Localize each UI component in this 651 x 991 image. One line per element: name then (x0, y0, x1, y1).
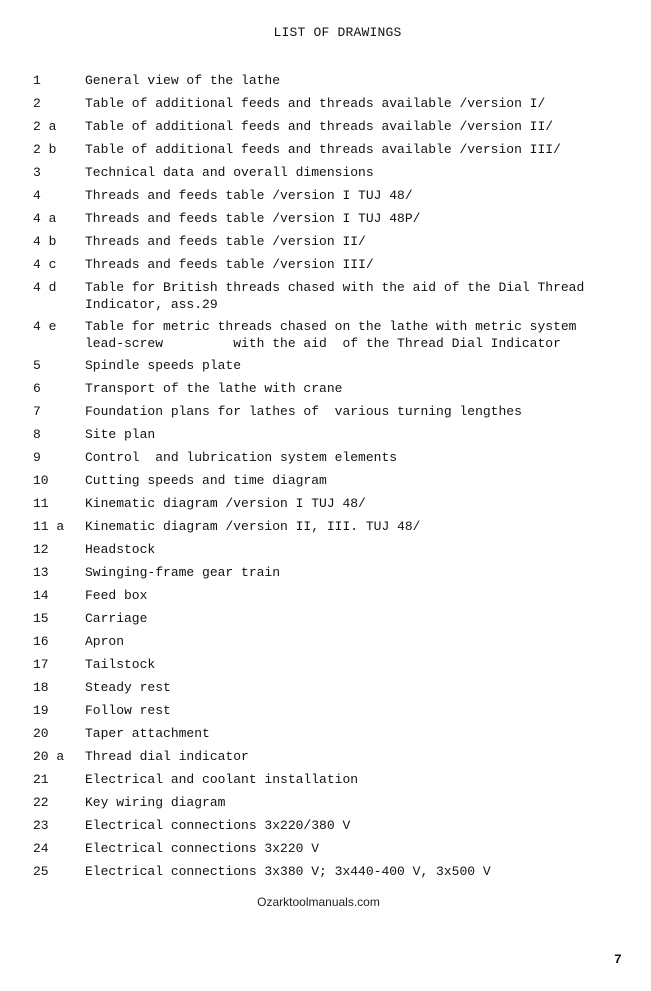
list-item (0, 748, 651, 771)
drawing-number: 19 (33, 703, 49, 718)
drawing-number: 10 (33, 473, 49, 488)
list-item (0, 187, 651, 210)
drawing-number: 14 (33, 588, 49, 603)
list-item (0, 357, 651, 380)
drawing-number: 25 (33, 864, 49, 879)
drawings-list (0, 72, 651, 886)
drawing-number: 1 (33, 73, 41, 88)
drawing-title: Tailstock (85, 657, 156, 672)
drawing-title: Table of additional feeds and threads available /version III/ (85, 142, 561, 157)
drawing-title: Apron (85, 634, 125, 649)
drawing-number: 2 a (33, 119, 57, 134)
drawing-number: 9 (33, 450, 41, 465)
drawing-title: Table for metric threads chased on the lathe with metric system lead-screw with the aid of the Thread Dial Indicator (85, 319, 577, 351)
drawing-title: Table of additional feeds and threads available /version II/ (85, 119, 554, 134)
drawing-number: 7 (33, 404, 41, 419)
drawing-number: 24 (33, 841, 49, 856)
list-item (0, 72, 651, 95)
list-item (0, 318, 651, 357)
list-item (0, 633, 651, 656)
list-item (0, 771, 651, 794)
drawing-title: Technical data and overall dimensions (85, 165, 374, 180)
list-item (0, 118, 651, 141)
list-item (0, 587, 651, 610)
drawing-number: 4 b (33, 234, 57, 249)
list-item (0, 141, 651, 164)
list-item (0, 279, 651, 318)
page-title: LIST OF DRAWINGS (273, 25, 402, 40)
drawing-number: 12 (33, 542, 49, 557)
drawing-number: 8 (33, 427, 41, 442)
drawing-number: 17 (33, 657, 49, 672)
list-item (0, 472, 651, 495)
drawing-title: Table for British threads chased with the aid of the Dial Thread Indicator, ass.29 (85, 280, 585, 312)
drawing-number: 4 e (33, 319, 57, 334)
footer-watermark: Ozarktoolmanuals.com (257, 895, 380, 909)
list-item (0, 679, 651, 702)
drawing-number: 21 (33, 772, 49, 787)
drawing-number: 5 (33, 358, 41, 373)
drawing-title: Foundation plans for lathes of various turning lengthes (85, 404, 522, 419)
drawing-title: Threads and feeds table /version II/ (85, 234, 366, 249)
drawing-title: Thread dial indicator (85, 749, 249, 764)
list-item (0, 817, 651, 840)
drawing-number: 4 c (33, 257, 57, 272)
list-item (0, 518, 651, 541)
drawing-number: 11 a (33, 519, 65, 534)
list-item (0, 495, 651, 518)
drawing-title: Key wiring diagram (85, 795, 226, 810)
drawing-number: 22 (33, 795, 49, 810)
drawing-number: 3 (33, 165, 41, 180)
drawing-title: General view of the lathe (85, 73, 281, 88)
drawing-title: Threads and feeds table /version III/ (85, 257, 374, 272)
drawing-number: 11 (33, 496, 49, 511)
drawing-title: Steady rest (85, 680, 171, 695)
drawing-title: Kinematic diagram /version I TUJ 48/ (85, 496, 366, 511)
drawing-title: Electrical connections 3x380 V; 3x440-400 V, 3x500 V (85, 864, 491, 879)
drawing-number: 13 (33, 565, 49, 580)
drawing-title: Electrical connections 3x220 V (85, 841, 320, 856)
list-item (0, 541, 651, 564)
list-item (0, 794, 651, 817)
drawing-title: Kinematic diagram /version II, III. TUJ 48/ (85, 519, 421, 534)
drawing-title: Control and lubrication system elements (85, 450, 398, 465)
drawing-title: Threads and feeds table /version I TUJ 48/ (85, 188, 413, 203)
drawing-number: 2 (33, 96, 41, 111)
drawing-title: Electrical connections 3x220/380 V (85, 818, 351, 833)
list-item (0, 449, 651, 472)
drawing-number: 18 (33, 680, 49, 695)
drawing-title: Follow rest (85, 703, 171, 718)
drawing-title: Taper attachment (85, 726, 210, 741)
list-item (0, 380, 651, 403)
drawing-number: 20 (33, 726, 49, 741)
drawing-title: Carriage (85, 611, 148, 626)
drawing-title: Swinging-frame gear train (85, 565, 281, 580)
drawing-title: Table of additional feeds and threads available /version I/ (85, 96, 546, 111)
drawing-title: Cutting speeds and time diagram (85, 473, 327, 488)
list-item (0, 702, 651, 725)
list-item (0, 840, 651, 863)
drawing-title: Transport of the lathe with crane (85, 381, 343, 396)
list-item (0, 95, 651, 118)
drawing-title: Threads and feeds table /version I TUJ 48P/ (85, 211, 421, 226)
drawing-title: Feed box (85, 588, 148, 603)
drawing-title: Headstock (85, 542, 156, 557)
list-item (0, 210, 651, 233)
list-item (0, 656, 651, 679)
drawing-title: Site plan (85, 427, 156, 442)
drawing-title: Electrical and coolant installation (85, 772, 359, 787)
drawing-number: 6 (33, 381, 41, 396)
list-item (0, 725, 651, 748)
drawing-number: 4 d (33, 280, 57, 295)
drawing-number: 2 b (33, 142, 57, 157)
page-number: 7 (614, 952, 622, 967)
list-item (0, 610, 651, 633)
list-item (0, 863, 651, 886)
drawing-number: 4 (33, 188, 41, 203)
drawing-number: 15 (33, 611, 49, 626)
list-item (0, 403, 651, 426)
list-item (0, 564, 651, 587)
list-item (0, 256, 651, 279)
drawing-title: Spindle speeds plate (85, 358, 242, 373)
list-item (0, 164, 651, 187)
drawing-number: 16 (33, 634, 49, 649)
list-item (0, 426, 651, 449)
list-item (0, 233, 651, 256)
drawing-number: 4 a (33, 211, 57, 226)
drawing-number: 23 (33, 818, 49, 833)
drawing-number: 20 a (33, 749, 65, 764)
